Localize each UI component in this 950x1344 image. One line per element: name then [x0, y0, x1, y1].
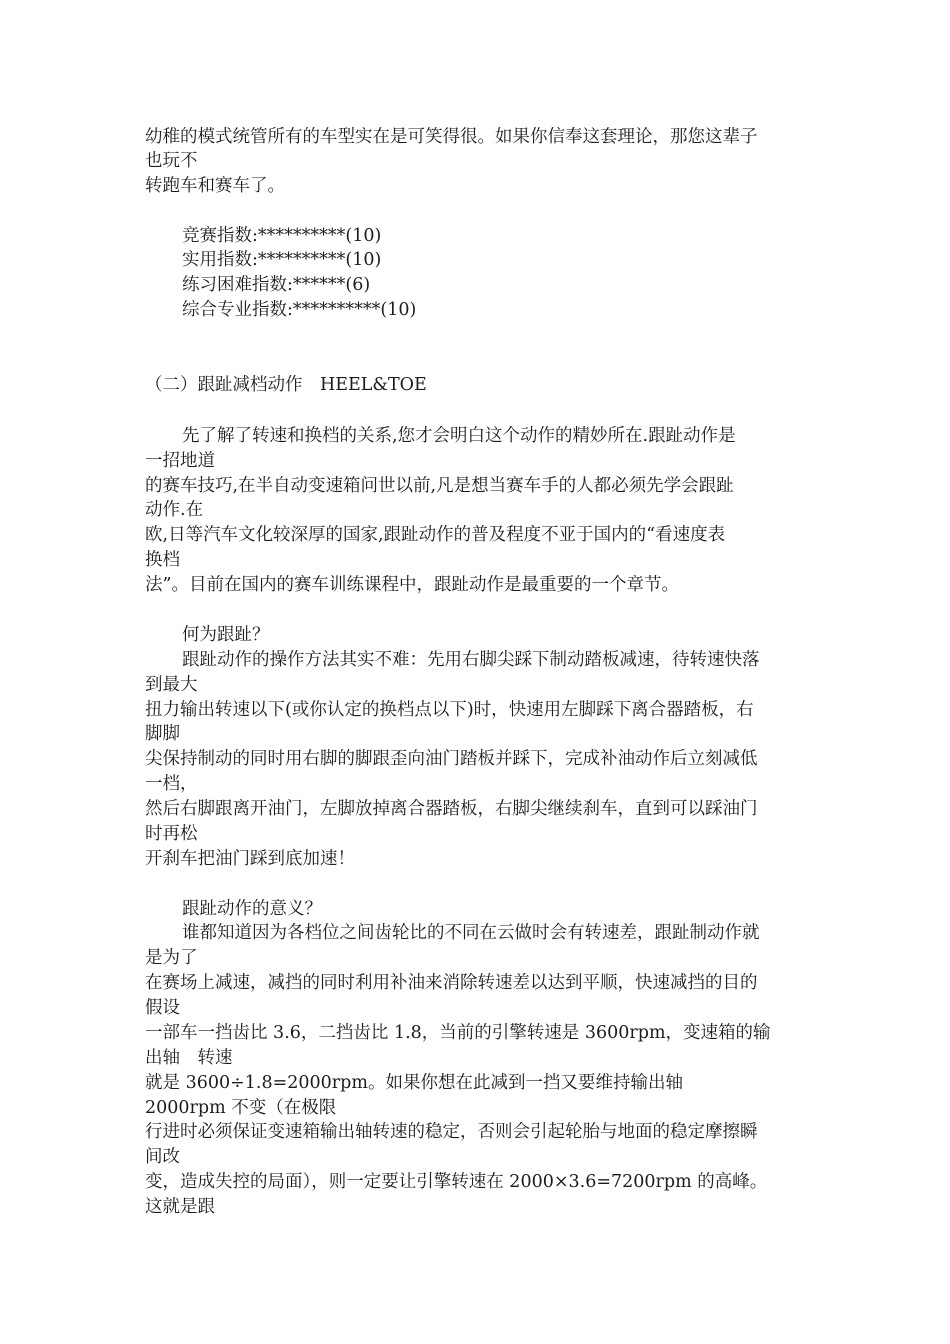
paragraph-line: 变，造成失控的局面），则一定要让引擎转速在 2000×3.6=7200rpm 的高峰。: [145, 1172, 768, 1192]
paragraph-line: 法”。目前在国内的赛车训练课程中，跟趾动作是最重要的一个章节。: [145, 575, 679, 595]
question-heading: 跟趾动作的意义？: [182, 899, 322, 919]
paragraph-line: 到最大: [145, 675, 198, 695]
paragraph-line: 假设: [145, 998, 180, 1018]
paragraph-line: 一档，: [145, 774, 198, 794]
paragraph-line: 就是 3600÷1.8=2000rpm。如果你想在此减到一挡又要维持输出轴: [145, 1073, 683, 1093]
paragraph-line: 尖保持制动的同时用右脚的脚跟歪向油门踏板并踩下，完成补油动作后立刻减低: [145, 749, 758, 769]
paragraph-line: 开刹车把油门踩到底加速！: [145, 849, 355, 869]
paragraph-line: 动作.在: [145, 500, 204, 520]
paragraph-line: 出轴 转速: [145, 1048, 233, 1068]
paragraph-line: 一招地道: [145, 451, 215, 471]
paragraph-line: 谁都知道因为各档位之间齿轮比的不同在云做时会有转速差，跟趾制动作就: [182, 923, 760, 943]
intro-line: 转跑车和赛车了。: [145, 176, 285, 196]
paragraph-line: 脚脚: [145, 724, 180, 744]
paragraph-line: 2000rpm 不变（在极限: [145, 1098, 337, 1118]
paragraph-line: 然后右脚跟离开油门，左脚放掉离合器踏板，右脚尖继续刹车，直到可以踩油门: [145, 799, 758, 819]
rating-line: 竞赛指数:**********(10): [182, 226, 382, 246]
paragraph-line: 一部车一挡齿比 3.6，二挡齿比 1.8，当前的引擎转速是 3600rpm，变速箱的输: [145, 1023, 771, 1043]
intro-line: 幼稚的模式统管所有的车型实在是可笑得很。如果你信奉这套理论，那您这辈子: [145, 127, 758, 147]
paragraph-line: 时再松: [145, 824, 198, 844]
rating-line: 综合专业指数:**********(10): [182, 300, 417, 320]
rating-line: 实用指数:**********(10): [182, 250, 382, 270]
paragraph-line: 是为了: [145, 948, 198, 968]
paragraph-line: 换档: [145, 550, 180, 570]
paragraph-line: 欧,日等汽车文化较深厚的国家,跟趾动作的普及程度不亚于国内的“看速度表: [145, 525, 726, 545]
question-heading: 何为跟趾？: [182, 625, 270, 645]
paragraph-line: 在赛场上减速，减挡的同时利用补油来消除转速差以达到平顺，快速减挡的目的: [145, 973, 758, 993]
rating-line: 练习困难指数:******(6): [182, 275, 371, 295]
paragraph-line: 先了解了转速和换档的关系,您才会明白这个动作的精妙所在.跟趾动作是: [182, 426, 736, 446]
intro-line: 也玩不: [145, 151, 198, 171]
paragraph-line: 行进时必须保证变速箱输出轴转速的稳定，否则会引起轮胎与地面的稳定摩擦瞬: [145, 1122, 758, 1142]
paragraph-line: 的赛车技巧,在半自动变速箱问世以前,凡是想当赛车手的人都必须先学会跟趾: [145, 476, 734, 496]
paragraph-line: 扭力输出转速以下(或你认定的换档点以下)时，快速用左脚踩下离合器踏板，右: [145, 700, 754, 720]
paragraph-line: 这就是跟: [145, 1197, 215, 1217]
paragraph-line: 跟趾动作的操作方法其实不难：先用右脚尖踩下制动踏板减速，待转速快落: [182, 650, 760, 670]
paragraph-line: 间改: [145, 1147, 180, 1167]
section-title: （二）跟趾减档动作 HEEL&TOE: [145, 375, 427, 395]
